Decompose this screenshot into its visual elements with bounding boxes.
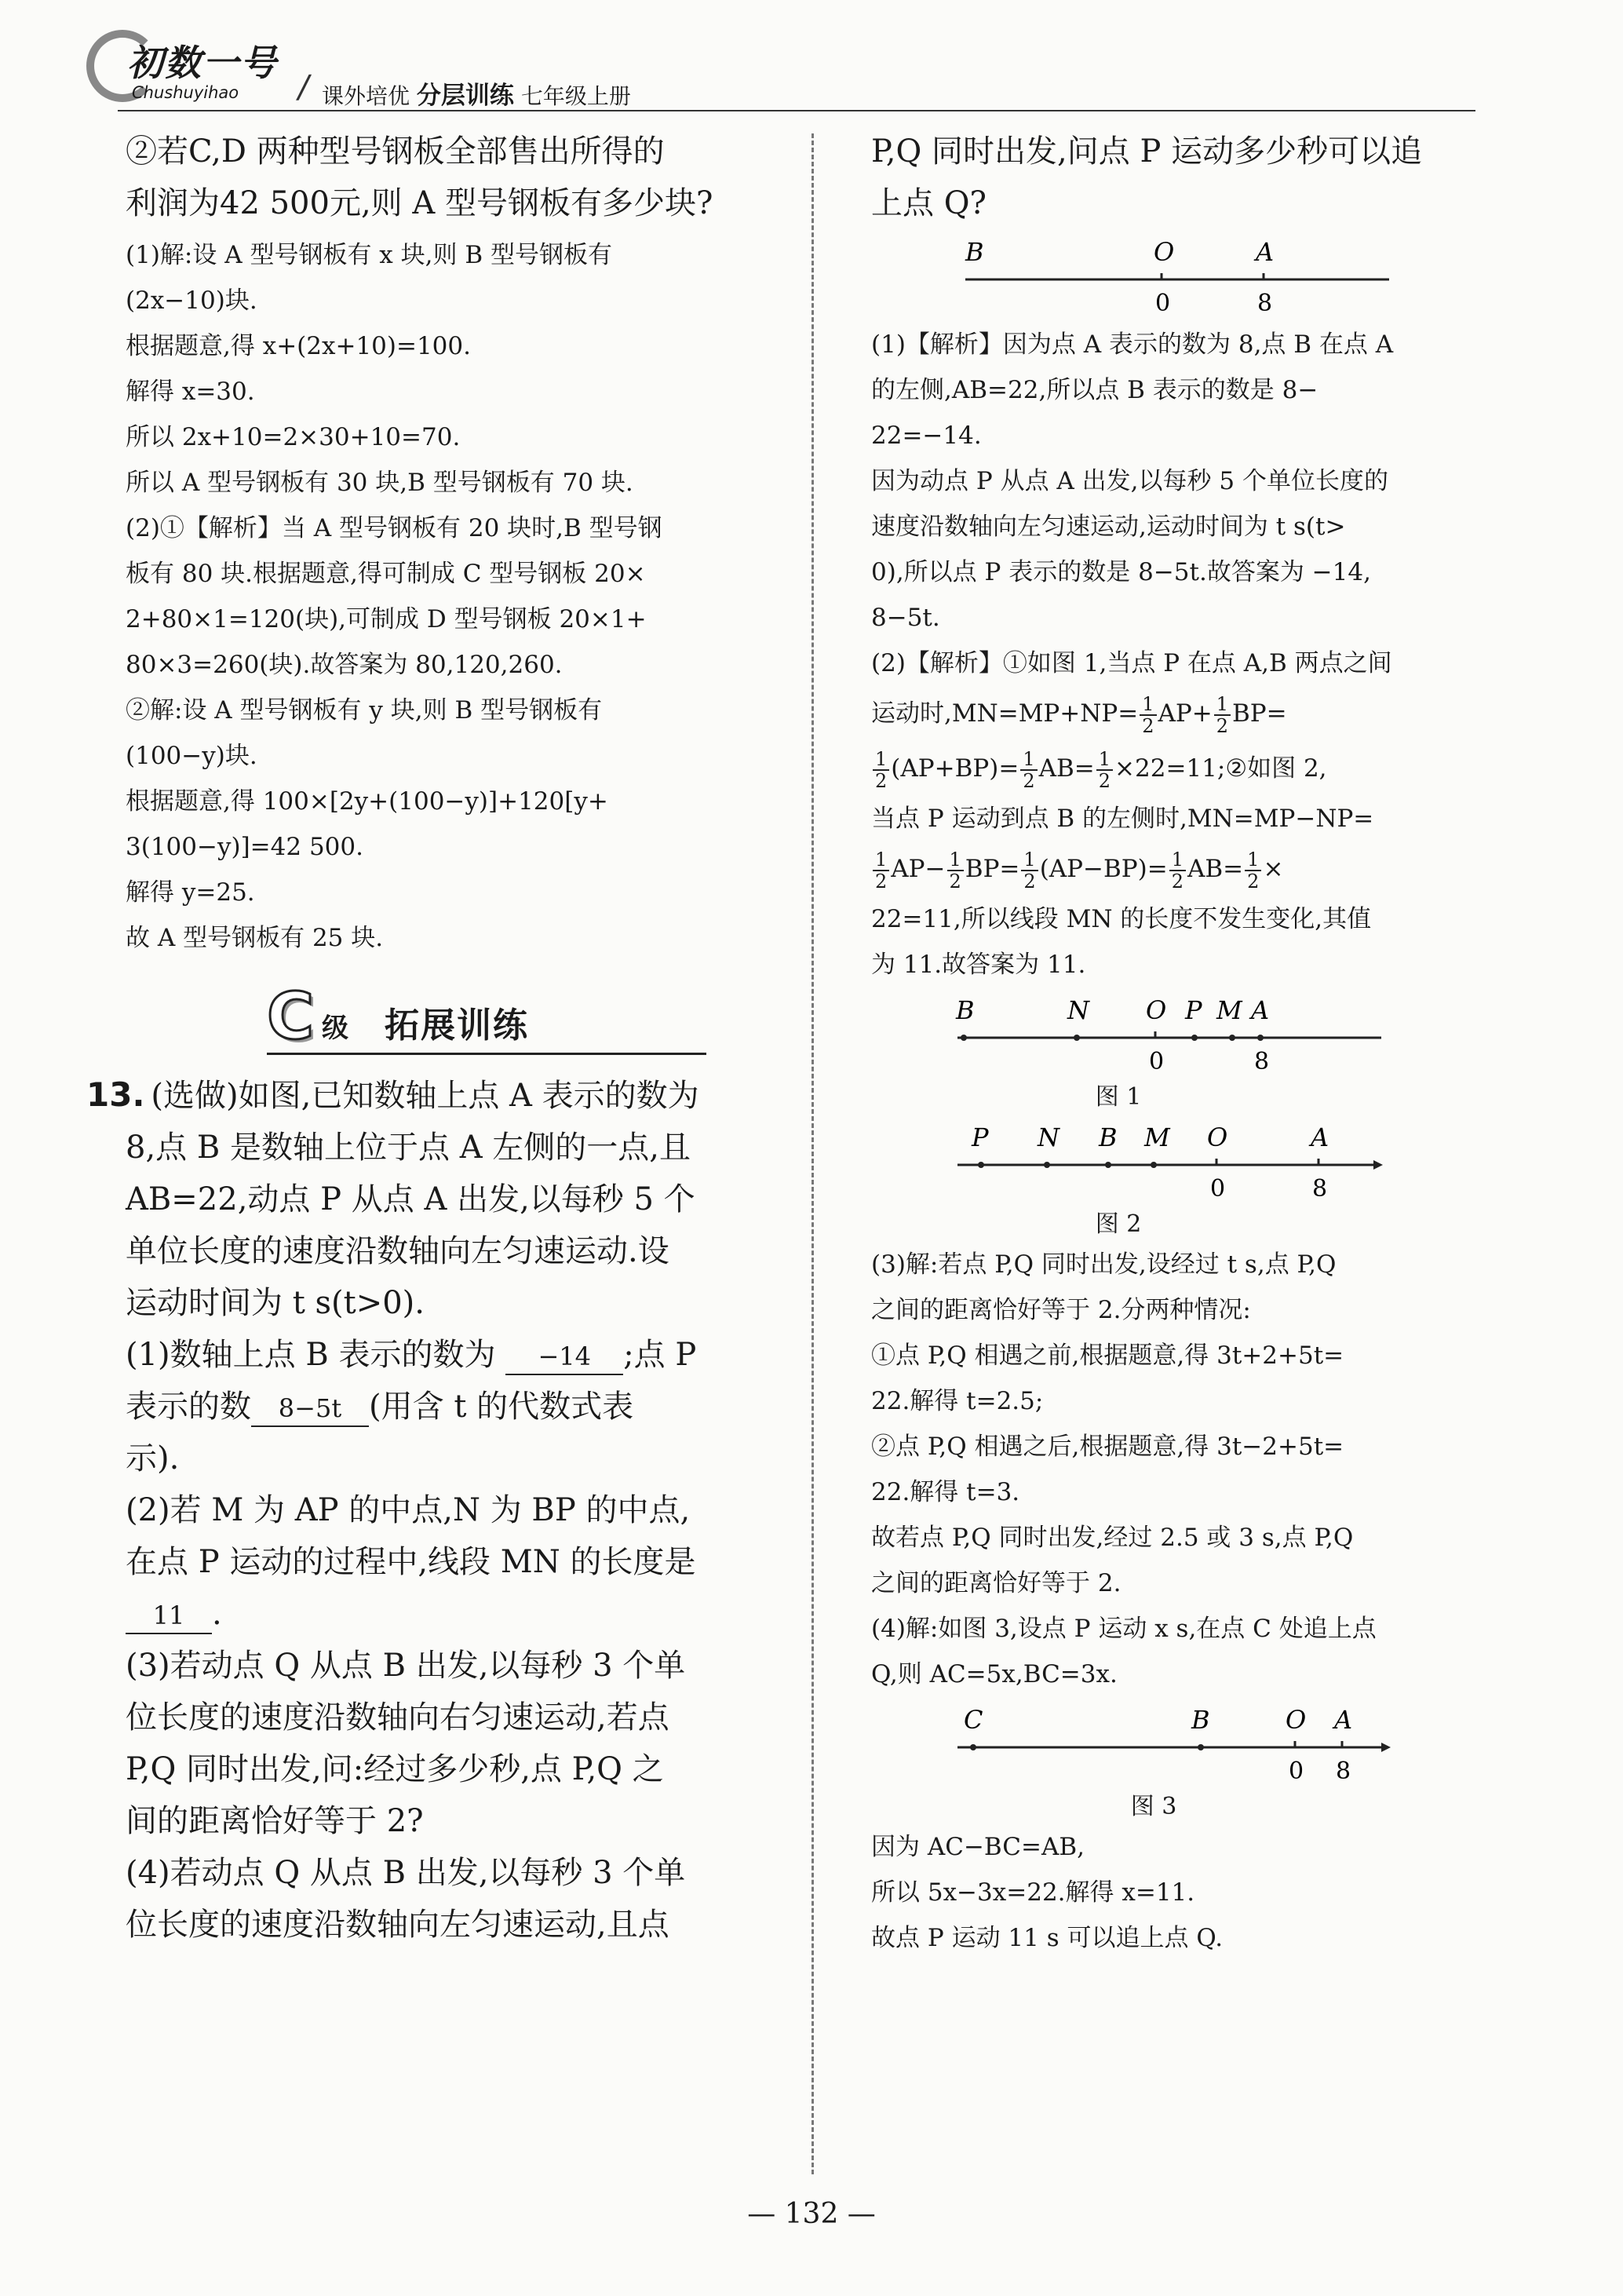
frac-den: 2: [875, 769, 888, 792]
point-label-o: O: [1286, 1705, 1307, 1735]
answer-line: 解得 y=25.: [126, 878, 255, 907]
answer-line: 故若点 P,Q 同时出发,经过 2.5 或 3 s,点 P,Q: [871, 1524, 1354, 1552]
question-text: ;点 P: [623, 1337, 697, 1373]
arrow-head-icon: [1381, 1743, 1391, 1752]
page-header: [86, 24, 1475, 110]
tick-label-0: 0: [1155, 290, 1171, 317]
answer-line: (2)①【解析】当 A 型号钢板有 20 块时,B 型号钢: [126, 514, 662, 542]
question-number: 13.: [86, 1075, 145, 1114]
point-dot: [1044, 1162, 1050, 1168]
question-text: (1)数轴上点 B 表示的数为: [126, 1337, 496, 1373]
answer-line: 速度沿数轴向左匀速运动,运动时间为 t s(t>: [871, 513, 1346, 541]
question-line: P,Q 同时出发,问点 P 运动多少秒可以追: [871, 133, 1423, 170]
answer-line: 8−5t.: [871, 604, 940, 632]
fraction-half: [1214, 694, 1231, 736]
section-letter: C: [267, 980, 315, 1054]
number-line-figure-1: [871, 991, 1499, 1077]
answer-line: [871, 841, 1499, 896]
answer-line: 0),所以点 P 表示的数是 8−5t.故答案为 −14,: [871, 558, 1371, 586]
question-line: 位长度的速度沿数轴向右匀速运动,若点: [126, 1699, 669, 1736]
answer-line: 22.解得 t=2.5;: [871, 1387, 1044, 1415]
answer-line: ②点 P,Q 相遇之后,根据题意,得 3t−2+5t=: [871, 1433, 1344, 1461]
solution-1: [871, 322, 1499, 641]
answer-text: AP−: [891, 855, 946, 883]
answer-text: 运动时,MN=MP+NP=: [871, 699, 1139, 728]
fraction-half: [1245, 849, 1261, 892]
answer-line: (2)【解析】①如图 1,当点 P 在点 A,B 两点之间: [871, 649, 1392, 677]
tick-label-8: 8: [1257, 290, 1273, 317]
answer-text: ×22=11;②如图 2,: [1114, 754, 1327, 783]
point-label-n: N: [1067, 995, 1089, 1025]
frac-num: 1: [1245, 849, 1261, 871]
frac-num: 1: [1214, 694, 1231, 716]
point-dot: [1105, 1162, 1111, 1168]
answer-line: 所以 A 型号钢板有 30 块,B 型号钢板有 70 块.: [126, 469, 633, 497]
answer-line: 之间的距离恰好等于 2.分两种情况:: [871, 1296, 1251, 1324]
section-level: 级: [322, 1013, 348, 1044]
fraction-half: [947, 849, 964, 892]
question-line: (4)若动点 Q 从点 B 出发,以每秒 3 个单: [126, 1855, 686, 1891]
point-label-m: M: [1216, 995, 1242, 1025]
grade-label: 七年级上册: [520, 83, 631, 109]
answer-text: BP=: [965, 855, 1020, 883]
point-label-o: O: [1154, 237, 1175, 267]
question-line: [126, 1381, 785, 1433]
series-label: 课外培优: [322, 83, 410, 109]
question-text: .: [212, 1596, 222, 1632]
answer-text: AP+: [1158, 699, 1213, 728]
frac-den: 2: [1023, 870, 1036, 892]
figure-caption: 图 3: [1130, 1793, 1177, 1820]
training-label: 分层训练: [416, 82, 514, 110]
answer-line: 22=11,所以线段 MN 的长度不发生变化,其值: [871, 905, 1372, 933]
question-text: (用含 t 的代数式表: [369, 1389, 634, 1425]
number-line-figure-2: [871, 1118, 1499, 1204]
point-dot: [961, 1035, 967, 1041]
tick-label-0: 0: [1210, 1175, 1226, 1203]
answer-line: 80×3=260(块).故答案为 80,120,260.: [126, 651, 563, 679]
point-dot: [1257, 1035, 1264, 1041]
number-line-figure-0: [871, 232, 1499, 319]
fraction-half: [1096, 749, 1113, 791]
point-label-p: P: [1185, 995, 1202, 1025]
answer-line: 因为 AC−BC=AB,: [871, 1833, 1085, 1861]
answer-line: (1)【解析】因为点 A 表示的数为 8,点 B 在点 A: [871, 330, 1394, 359]
point-dot: [1229, 1035, 1235, 1041]
frac-den: 2: [1142, 714, 1154, 737]
answer-line: 22=−14.: [871, 422, 982, 450]
answer-line: 所以 2x+10=2×30+10=70.: [126, 423, 461, 451]
question-line: 利润为42 500元,则 A 型号钢板有多少块?: [126, 185, 713, 221]
answer-line: 2+80×1=120(块),可制成 D 型号钢板 20×1+: [126, 605, 647, 633]
tick-label-0: 0: [1149, 1048, 1165, 1075]
tick-label-8: 8: [1254, 1048, 1270, 1075]
frac-den: 2: [1216, 714, 1229, 737]
solution-2: [871, 641, 1499, 987]
answer-line: 根据题意,得 100×[2y+(100−y)]+120[y+: [126, 787, 608, 816]
brand-name: 初数一号: [127, 42, 278, 84]
question-line: ②若C,D 两种型号钢板全部售出所得的: [126, 133, 665, 170]
answer-line: 根据题意,得 x+(2x+10)=100.: [126, 332, 471, 360]
point-label-p: P: [972, 1122, 989, 1152]
fraction-half: [873, 849, 889, 892]
question-line: 运动时间为 t s(t>0).: [126, 1285, 425, 1321]
solution-4-end: [871, 1824, 1499, 1961]
question-line: 在点 P 运动的过程中,线段 MN 的长度是: [126, 1544, 696, 1580]
point-label-o: O: [1146, 995, 1167, 1025]
frac-num: 1: [947, 849, 964, 871]
figure-caption: 图 1: [1095, 1083, 1142, 1111]
frac-den: 2: [875, 870, 888, 892]
answer-line: 故点 P 运动 11 s 可以追上点 Q.: [871, 1924, 1224, 1952]
question-line: (2)若 M 为 AP 的中点,N 为 BP 的中点,: [126, 1492, 691, 1528]
answer-line: 的左侧,AB=22,所以点 B 表示的数是 8−: [871, 376, 1318, 404]
point-label-b: B: [1099, 1122, 1118, 1152]
point-label-a: A: [1334, 1705, 1353, 1735]
frac-den: 2: [1247, 870, 1260, 892]
page-number: — 132 —: [747, 2198, 876, 2230]
figure-caption: 图 2: [1095, 1210, 1142, 1238]
point-dot: [1198, 1744, 1204, 1750]
frac-den: 2: [1023, 769, 1035, 792]
answer-line: 3(100−y)]=42 500.: [126, 833, 363, 861]
tick-label-8: 8: [1336, 1758, 1351, 1785]
question-line: (3)若动点 Q 从点 B 出发,以每秒 3 个单: [126, 1648, 686, 1684]
answer-line: Q,则 AC=5x,BC=3x.: [871, 1660, 1118, 1688]
answer-line: 之间的距离恰好等于 2.: [871, 1569, 1122, 1597]
fraction-half: [1169, 849, 1186, 892]
frac-den: 2: [1171, 870, 1184, 892]
question-line: 间的距离恰好等于 2?: [126, 1803, 424, 1839]
answer-blank-3: 11: [126, 1598, 212, 1634]
point-label-m: M: [1144, 1122, 1170, 1152]
question-line: 8,点 B 是数轴上位于点 A 左侧的一点,且: [126, 1130, 691, 1166]
solution-3-4: [871, 1242, 1499, 1697]
right-column: [871, 126, 1499, 1961]
question-13: [86, 1069, 785, 1951]
point-label-b: B: [965, 237, 984, 267]
point-label-a: A: [1256, 237, 1275, 267]
frac-num: 1: [1020, 749, 1037, 771]
frac-den: 2: [1098, 769, 1111, 792]
arrow-head-icon: [1373, 1160, 1383, 1170]
question-line: 示).: [126, 1440, 180, 1477]
fraction-half: [873, 749, 889, 791]
answer-text: ×: [1263, 855, 1284, 883]
answer-line: (3)解:若点 P,Q 同时出发,设经过 t s,点 P,Q: [871, 1250, 1337, 1279]
frac-num: 1: [1140, 694, 1156, 716]
answer-text: AB=: [1038, 754, 1095, 783]
answer-line: 解得 x=30.: [126, 378, 255, 406]
point-dot: [978, 1162, 984, 1168]
frac-num: 1: [1096, 749, 1113, 771]
question-line: [86, 1069, 785, 1122]
answer-text: AB=: [1187, 855, 1244, 883]
answer-line: ②解:设 A 型号钢板有 y 块,则 B 型号钢板有: [126, 696, 603, 725]
frac-num: 1: [1169, 849, 1186, 871]
answer-line: 故 A 型号钢板有 25 块.: [126, 924, 384, 952]
frac-num: 1: [1021, 849, 1038, 871]
header-subtitle: [322, 75, 631, 111]
fraction-half: [1020, 749, 1037, 791]
answer-blank-1: −14: [505, 1339, 623, 1375]
point-label-a: A: [1251, 995, 1270, 1025]
fraction-half: [1021, 849, 1038, 892]
answer-line: [871, 741, 1499, 796]
slash-divider: ∕: [298, 69, 309, 105]
point-label-c: C: [964, 1705, 983, 1735]
answer-line: 板有 80 块.根据题意,得可制成 C 型号钢板 20×: [126, 560, 646, 588]
question-text: (选做)如图,已知数轴上点 A 表示的数为: [151, 1078, 699, 1114]
question-line: AB=22,动点 P 从点 A 出发,以每秒 5 个: [126, 1181, 695, 1217]
header-rule: [118, 110, 1475, 111]
point-label-n: N: [1038, 1122, 1060, 1152]
frac-num: 1: [873, 849, 889, 871]
answer-line: (100−y)块.: [126, 742, 257, 770]
answer-line: (4)解:如图 3,设点 P 运动 x s,在点 C 处追上点: [871, 1615, 1377, 1643]
point-dot: [1191, 1035, 1198, 1041]
answer-line: 为 11.故答案为 11.: [871, 951, 1086, 979]
answer-line: ①点 P,Q 相遇之前,根据题意,得 3t+2+5t=: [871, 1341, 1344, 1370]
answer-line: (2x−10)块.: [126, 287, 257, 315]
section-heading: [267, 975, 706, 1061]
point-label-a: A: [1311, 1122, 1329, 1152]
question-line: 位长度的速度沿数轴向左匀速运动,且点: [126, 1907, 669, 1943]
left-column: [86, 126, 785, 1951]
question-text: 表示的数: [126, 1389, 251, 1425]
section-rule: [267, 1053, 706, 1055]
number-line-figure-3: [871, 1700, 1499, 1787]
answer-line: 所以 5x−3x=22.解得 x=11.: [871, 1878, 1195, 1907]
section-title: 拓展训练: [385, 1006, 529, 1046]
tick-label-0: 0: [1289, 1758, 1304, 1785]
fraction-half: [1140, 694, 1156, 736]
point-label-b: B: [956, 995, 975, 1025]
point-label-b: B: [1191, 1705, 1210, 1735]
point-dot: [1151, 1162, 1157, 1168]
question-line: P,Q 同时出发,问:经过多少秒,点 P,Q 之: [126, 1751, 664, 1787]
question-line: [126, 1329, 785, 1381]
answer-line: 因为动点 P 从点 A 出发,以每秒 5 个单位长度的: [871, 467, 1388, 495]
tick-label-8: 8: [1312, 1175, 1328, 1203]
point-label-o: O: [1207, 1122, 1228, 1152]
answer-blank-2: 8−5t: [251, 1391, 369, 1427]
brand-pinyin: Chushuyihao: [132, 83, 239, 102]
answer-text: BP=: [1232, 699, 1287, 728]
question-line: 上点 Q?: [871, 185, 987, 221]
question-line: 单位长度的速度沿数轴向左匀速运动.设: [126, 1233, 669, 1269]
answer-block: [126, 232, 785, 961]
point-dot: [970, 1744, 976, 1750]
answer-line: [871, 686, 1499, 741]
frac-num: 1: [873, 749, 889, 771]
question-line: [126, 1588, 785, 1640]
answer-line: 22.解得 t=3.: [871, 1478, 1020, 1506]
answer-line: 当点 P 运动到点 B 的左侧时,MN=MP−NP=: [871, 805, 1374, 833]
answer-text: (AP+BP)=: [891, 754, 1019, 783]
column-divider: [812, 133, 814, 2174]
answer-line: (1)解:设 A 型号钢板有 x 块,则 B 型号钢板有: [126, 241, 612, 269]
frac-den: 2: [949, 870, 961, 892]
answer-text: (AP−BP)=: [1039, 855, 1168, 883]
point-dot: [1074, 1035, 1080, 1041]
